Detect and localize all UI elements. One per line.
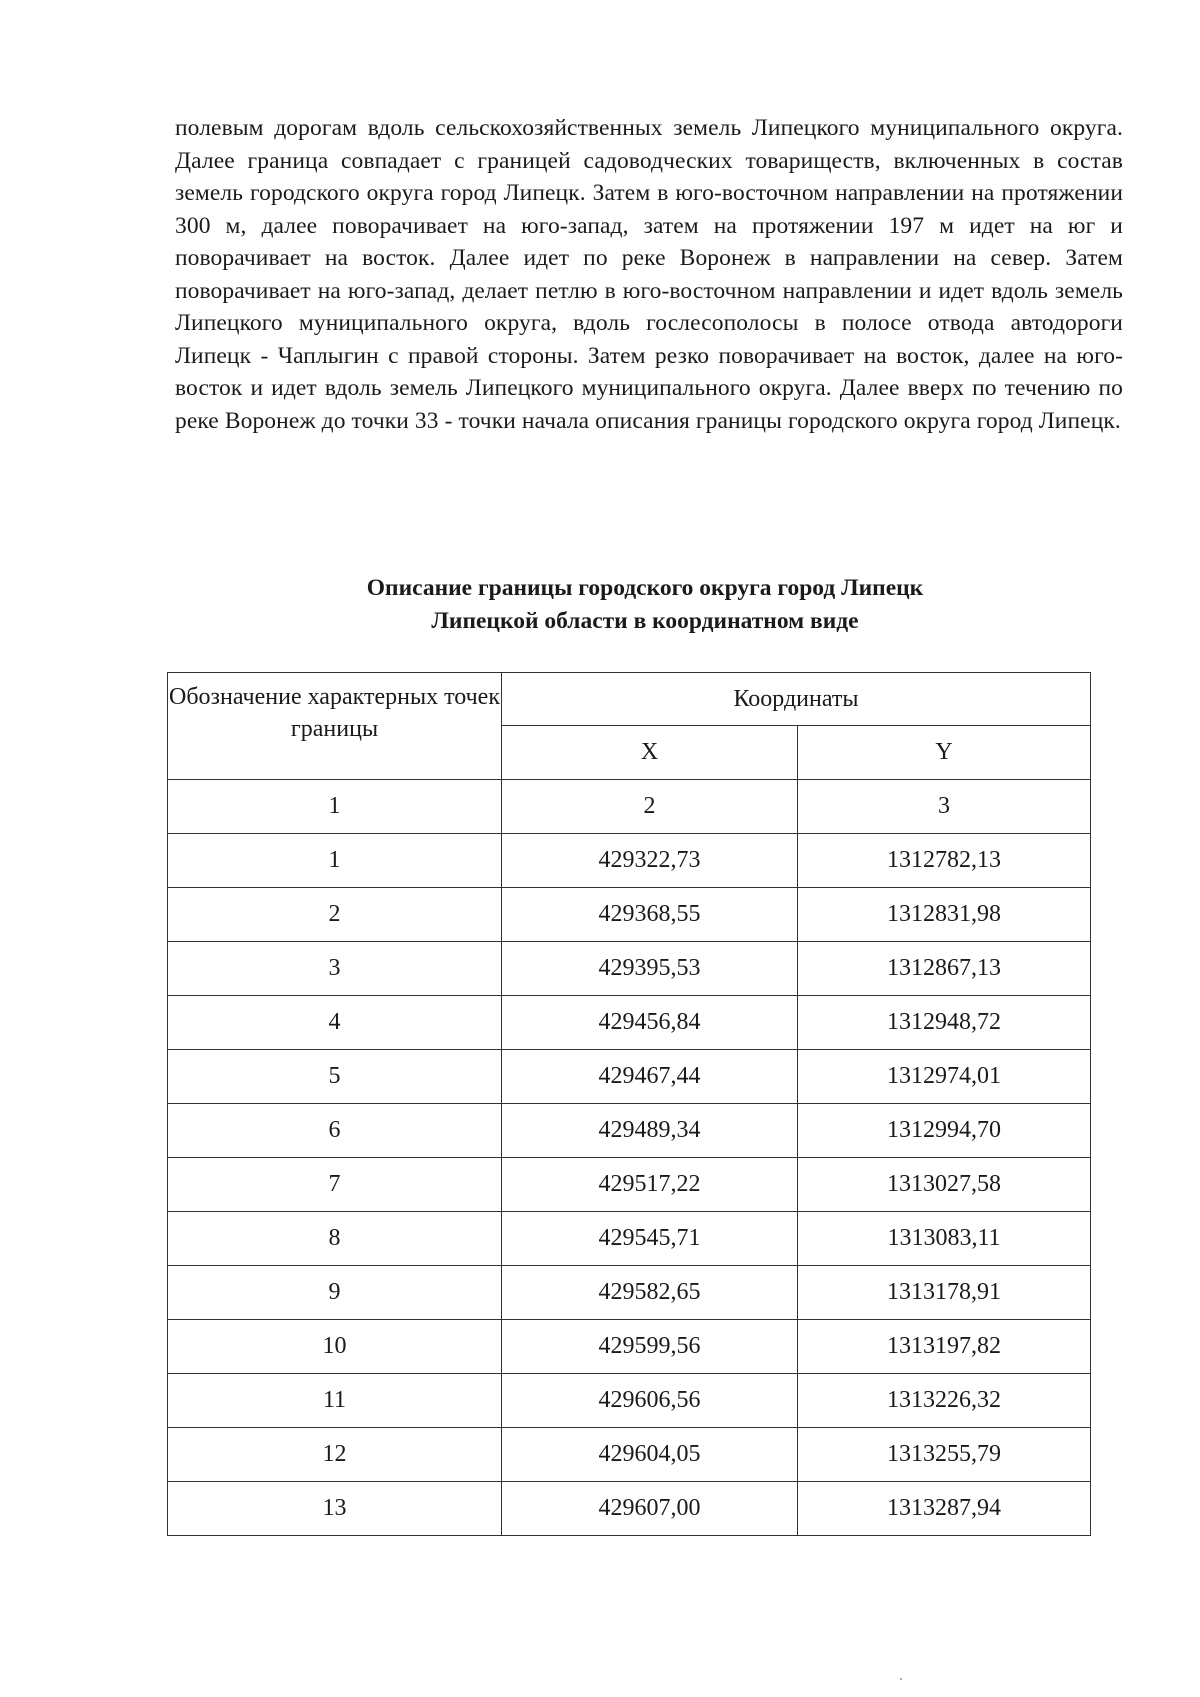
cell-x: 429517,22 — [502, 1158, 798, 1212]
table-title-line-1: Описание границы городского округа город Липецк — [366, 575, 924, 601]
table-title-line-2: Липецкой области в координатном виде — [431, 608, 859, 634]
table-title — [0, 572, 1200, 638]
cell-x: 429599,56 — [502, 1320, 798, 1374]
cell-x: 429582,65 — [502, 1266, 798, 1320]
cell-y: 1312831,98 — [798, 888, 1091, 942]
cell-y: 1313027,58 — [798, 1158, 1091, 1212]
cell-point: 4 — [168, 996, 502, 1050]
header-y: Y — [798, 726, 1091, 780]
table-row — [168, 1212, 1091, 1266]
cell-y: 1312782,13 — [798, 834, 1091, 888]
cell-point: 1 — [168, 834, 502, 888]
boundary-description-paragraph: полевым дорогам вдоль сельскохозяйственных земель Липецкого муниципального округа. Далее граница совпадает с границей садоводческих товариществ, включенных в состав земель городского округа город Липецк. Затем в юго-восточном направлении на протяжении 300 м, далее поворачивает на юго-запад, затем на протяжении 197 м идет на юг и поворачивает на восток. Далее идет по реке Воронеж в направлении на север. Затем поворачивает на юго-запад, делает петлю в юго-восточном направлении и идет вдоль земель Липецкого муниципального округа, вдоль гослесополосы в полосе отвода автодороги Липецк - Чаплыгин с правой стороны. Затем резко поворачивает на восток, далее на юго-восток и идет вдоль земель Липецкого муниципального округа. Далее вверх по течению по реке Воронеж до точки 33 - точки начала описания границы городского округа город Липецк. — [175, 115, 1123, 434]
cell-point: 7 — [168, 1158, 502, 1212]
header-coordinates: Координаты — [502, 673, 1091, 726]
table-row — [168, 1482, 1091, 1536]
cell-y: 1313083,11 — [798, 1212, 1091, 1266]
cell-y: 1313255,79 — [798, 1428, 1091, 1482]
column-number-1: 1 — [168, 780, 502, 834]
cell-point: 2 — [168, 888, 502, 942]
cell-x: 429606,56 — [502, 1374, 798, 1428]
table-row — [168, 834, 1091, 888]
cell-point: 5 — [168, 1050, 502, 1104]
table-row — [168, 1428, 1091, 1482]
table-row — [168, 1050, 1091, 1104]
cell-y: 1312974,01 — [798, 1050, 1091, 1104]
cell-y: 1312867,13 — [798, 942, 1091, 996]
table-row — [168, 888, 1091, 942]
coordinates-table — [167, 672, 1091, 1536]
header-points-label: Обозначение характерных точек границы — [168, 673, 502, 780]
cell-y: 1312948,72 — [798, 996, 1091, 1050]
cell-x: 429607,00 — [502, 1482, 798, 1536]
cell-y: 1312994,70 — [798, 1104, 1091, 1158]
cell-point: 3 — [168, 942, 502, 996]
column-number-3: 3 — [798, 780, 1091, 834]
cell-y: 1313197,82 — [798, 1320, 1091, 1374]
header-x: X — [502, 726, 798, 780]
cell-x: 429395,53 — [502, 942, 798, 996]
cell-x: 429456,84 — [502, 996, 798, 1050]
cell-y: 1313178,91 — [798, 1266, 1091, 1320]
table-row — [168, 996, 1091, 1050]
cell-y: 1313226,32 — [798, 1374, 1091, 1428]
cell-x: 429368,55 — [502, 888, 798, 942]
cell-point: 12 — [168, 1428, 502, 1482]
cell-x: 429604,05 — [502, 1428, 798, 1482]
table-row — [168, 942, 1091, 996]
cell-x: 429545,71 — [502, 1212, 798, 1266]
table-row — [168, 1374, 1091, 1428]
cell-point: 10 — [168, 1320, 502, 1374]
cell-point: 9 — [168, 1266, 502, 1320]
table-row — [168, 1266, 1091, 1320]
cell-point: 8 — [168, 1212, 502, 1266]
table-row — [168, 1158, 1091, 1212]
cell-x: 429489,34 — [502, 1104, 798, 1158]
cell-point: 13 — [168, 1482, 502, 1536]
column-number-2: 2 — [502, 780, 798, 834]
column-number-row — [168, 780, 1091, 834]
cell-point: 11 — [168, 1374, 502, 1428]
table-row — [168, 1104, 1091, 1158]
cell-x: 429322,73 — [502, 834, 798, 888]
scan-speck — [900, 1678, 902, 1680]
cell-point: 6 — [168, 1104, 502, 1158]
table-row — [168, 1320, 1091, 1374]
coordinates-table-body — [168, 834, 1091, 1536]
cell-x: 429467,44 — [502, 1050, 798, 1104]
cell-y: 1313287,94 — [798, 1482, 1091, 1536]
